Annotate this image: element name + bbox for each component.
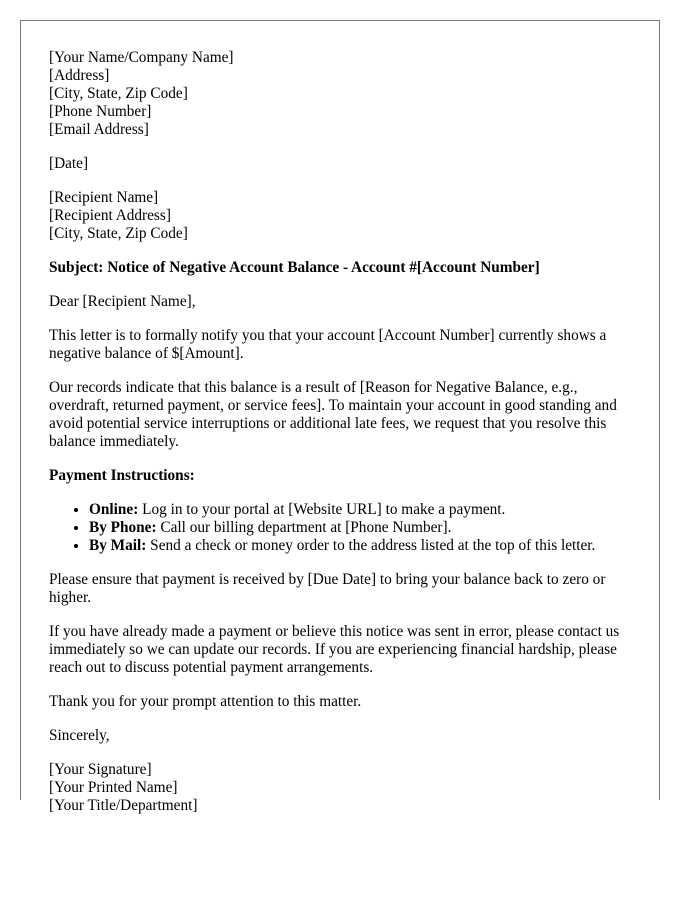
payment-instructions-heading: Payment Instructions: — [49, 467, 195, 484]
letter-page — [20, 20, 660, 814]
printed-name: [Your Printed Name] — [49, 779, 178, 796]
recipient-block — [49, 189, 639, 243]
list-item — [89, 501, 639, 519]
list-item — [89, 537, 639, 555]
recipient-address: [Recipient Address] — [49, 207, 171, 224]
intro-paragraph: This letter is to formally notify you that your account [Account Number] currently shows a negative balance of $[Amount]. — [49, 327, 607, 362]
payment-method-label: By Mail: — [89, 537, 147, 554]
signature-line: [Your Signature] — [49, 761, 152, 778]
recipient-city-state-zip: [City, State, Zip Code] — [49, 225, 188, 242]
sender-email: [Email Address] — [49, 121, 149, 138]
payment-instructions-list — [49, 501, 639, 555]
thanks-paragraph: Thank you for your prompt attention to this matter. — [49, 693, 362, 710]
sender-block — [49, 49, 639, 139]
sender-name: [Your Name/Company Name] — [49, 49, 234, 66]
sender-city-state-zip: [City, State, Zip Code] — [49, 85, 188, 102]
reason-paragraph: Our records indicate that this balance is a result of [Reason for Negative Balance, e.g., overdraft, returned payment, or service fees]. To maintain your account in good standing and avoid potential service interruptions or additional late fees, we request that you resolve this balance immediately. — [49, 379, 617, 450]
error-paragraph: If you have already made a payment or believe this notice was sent in error, please contact us immediately so we can update our records. If you are experiencing financial hardship, please reach out to discuss potential payment arrangements. — [49, 623, 620, 676]
payment-method-text: Log in to your portal at [Website URL] to make a payment. — [138, 501, 506, 518]
subject-line: Subject: Notice of Negative Account Balance - Account #[Account Number] — [49, 259, 540, 276]
closing: Sincerely, — [49, 727, 110, 744]
sender-address: [Address] — [49, 67, 110, 84]
date-block — [49, 155, 639, 173]
letter-date: [Date] — [49, 155, 89, 172]
recipient-name: [Recipient Name] — [49, 189, 159, 206]
due-date-paragraph: Please ensure that payment is received by [Due Date] to bring your balance back to zero or higher. — [49, 571, 606, 606]
signer-title: [Your Title/Department] — [49, 797, 198, 814]
payment-method-text: Call our billing department at [Phone Number]. — [156, 519, 452, 536]
list-item — [89, 519, 639, 537]
signature-block — [49, 761, 639, 815]
letter-body — [49, 49, 639, 831]
payment-method-text: Send a check or money order to the address listed at the top of this letter. — [146, 537, 596, 554]
salutation: Dear [Recipient Name], — [49, 293, 196, 310]
sender-phone: [Phone Number] — [49, 103, 152, 120]
payment-method-label: Online: — [89, 501, 139, 518]
payment-method-label: By Phone: — [89, 519, 157, 536]
